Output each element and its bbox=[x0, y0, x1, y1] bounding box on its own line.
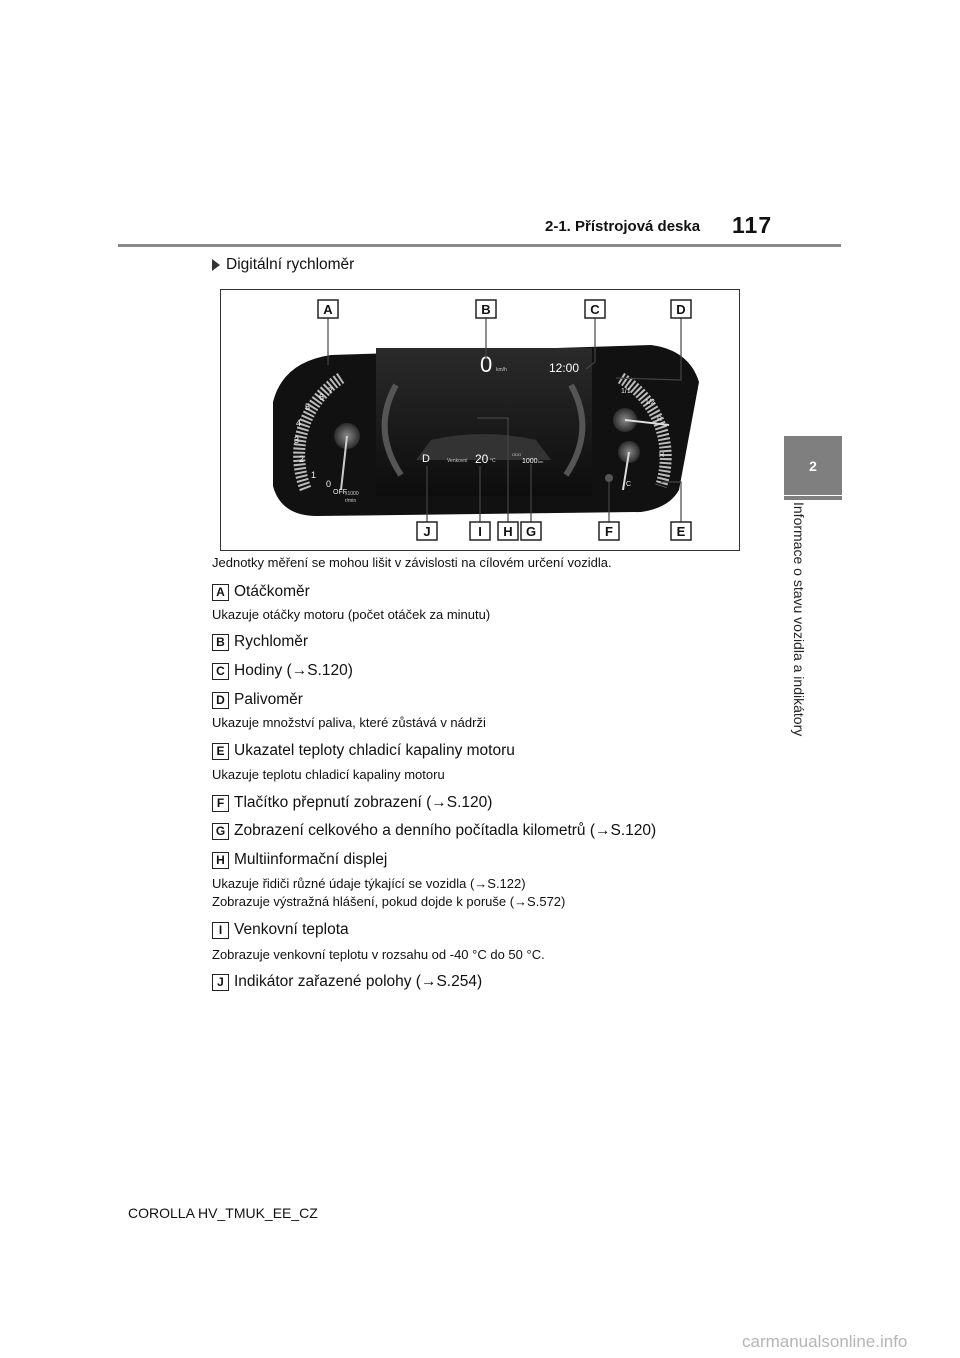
item-c bbox=[212, 662, 353, 680]
temp-hot: H bbox=[659, 452, 665, 459]
callout-d: D bbox=[676, 302, 686, 317]
speed-value: 0 bbox=[480, 352, 493, 377]
gear-indicator: D bbox=[422, 453, 430, 465]
item-desc: Ukazuje otáčky motoru (počet otáček za minutu) bbox=[212, 607, 491, 622]
triangle-bullet-icon bbox=[212, 259, 220, 271]
odo-label: ODO bbox=[512, 452, 522, 457]
item-e bbox=[212, 742, 515, 760]
tach-tick: 1 bbox=[311, 470, 317, 480]
item-letter: B bbox=[212, 634, 229, 651]
chapter-tab: 2 bbox=[784, 436, 842, 495]
item-d bbox=[212, 691, 303, 709]
odo-unit: km bbox=[538, 459, 544, 464]
item-letter: C bbox=[212, 663, 229, 680]
callout-i: I bbox=[478, 524, 482, 539]
subheading-text: Digitální rychloměr bbox=[226, 256, 355, 273]
item-g bbox=[212, 822, 656, 840]
tach-scale: x1000 bbox=[345, 491, 359, 497]
item-desc: Ukazuje teplotu chladicí kapaliny motoru bbox=[212, 767, 445, 782]
item-j bbox=[212, 973, 482, 991]
item-letter: E bbox=[212, 743, 229, 760]
item-title: Palivoměr bbox=[234, 691, 303, 708]
item-letter: A bbox=[212, 584, 229, 601]
tach-tick: 0 bbox=[326, 479, 332, 489]
subheading bbox=[212, 256, 354, 274]
item-title: Multiinformační displej bbox=[234, 851, 388, 868]
temp-unit: °C bbox=[490, 458, 496, 464]
outside-temp: 20 bbox=[475, 452, 489, 466]
item-f bbox=[212, 794, 492, 812]
callout-a: A bbox=[323, 302, 333, 317]
item-title: Otáčkoměr bbox=[234, 583, 310, 600]
item-letter: D bbox=[212, 692, 229, 709]
item-a bbox=[212, 583, 310, 601]
section-title: 2-1. Přístrojová deska bbox=[545, 218, 701, 235]
tach-tick: 7 bbox=[328, 386, 334, 396]
speed-unit: km/h bbox=[496, 367, 507, 373]
callout-h: H bbox=[503, 524, 513, 539]
item-title: Zobrazení celkového a denního počítadla kilometrů (→S.120) bbox=[234, 822, 657, 839]
tach-tick: 4 bbox=[296, 418, 302, 428]
watermark: carmanualsonline.info bbox=[742, 1332, 908, 1351]
item-desc: Zobrazuje výstražná hlášení, pokud dojde k poruše (→S.572) bbox=[212, 894, 566, 909]
chapter-tab-rule bbox=[784, 496, 842, 500]
item-i bbox=[212, 921, 349, 939]
item-b bbox=[212, 633, 308, 651]
tach-tick: 5 bbox=[305, 402, 311, 412]
temp-cold: C bbox=[626, 481, 632, 488]
item-title: Ukazatel teploty chladicí kapaliny motoru bbox=[234, 742, 515, 759]
item-letter: F bbox=[212, 795, 229, 812]
cluster-illustration bbox=[221, 290, 739, 550]
footer-model-code: COROLLA HV_TMUK_EE_CZ bbox=[128, 1205, 318, 1221]
item-letter: I bbox=[212, 922, 229, 939]
instrument-cluster-figure bbox=[220, 289, 740, 551]
fuel-full: 1/1 bbox=[621, 388, 631, 395]
chapter-side-title: Informace o stavu vozidla a indikátory bbox=[791, 502, 807, 737]
display-switch-button bbox=[605, 474, 613, 482]
fuel-reserve: R bbox=[657, 416, 663, 423]
item-desc: Ukazuje řidiči různé údaje týkající se vozidla (→S.122) bbox=[212, 876, 526, 891]
clock: 12:00 bbox=[549, 361, 580, 375]
item-desc: Zobrazuje venkovní teplotu v rozsahu od -40 °C do 50 °C. bbox=[212, 947, 545, 962]
header-rule bbox=[118, 244, 841, 247]
item-title: Rychloměr bbox=[234, 633, 309, 650]
tach-tick: 6 bbox=[319, 392, 325, 402]
item-letter: J bbox=[212, 974, 229, 991]
tach-unit: r/min bbox=[345, 498, 357, 504]
item-letter: H bbox=[212, 852, 229, 869]
callout-j: J bbox=[423, 524, 431, 539]
callout-b: B bbox=[481, 302, 491, 317]
item-title: Venkovní teplota bbox=[234, 921, 349, 938]
item-desc: Ukazuje množství paliva, které zůstává v nádrži bbox=[212, 715, 486, 730]
item-title: Indikátor zařazené polohy (→S.254) bbox=[234, 973, 483, 990]
tach-tick: 3 bbox=[294, 435, 300, 445]
callout-e: E bbox=[676, 524, 686, 539]
outside-label: Venkovní bbox=[447, 458, 468, 464]
callout-f: F bbox=[605, 524, 613, 539]
page-number: 117 bbox=[732, 212, 773, 238]
tach-off: OFF bbox=[333, 489, 347, 496]
odo-value: 1000 bbox=[522, 458, 538, 465]
item-title: Hodiny (→S.120) bbox=[234, 662, 353, 679]
item-h bbox=[212, 851, 387, 869]
callout-c: C bbox=[590, 302, 600, 317]
fuel-half: 1/2 bbox=[645, 399, 655, 406]
tach-tick: 2 bbox=[299, 454, 305, 464]
callout-g: G bbox=[525, 524, 537, 539]
item-title: Tlačítko přepnutí zobrazení (→S.120) bbox=[234, 794, 493, 811]
units-note: Jednotky měření se mohou lišit v závislosti na cílovém určení vozidla. bbox=[212, 555, 612, 570]
item-letter: G bbox=[212, 823, 229, 840]
